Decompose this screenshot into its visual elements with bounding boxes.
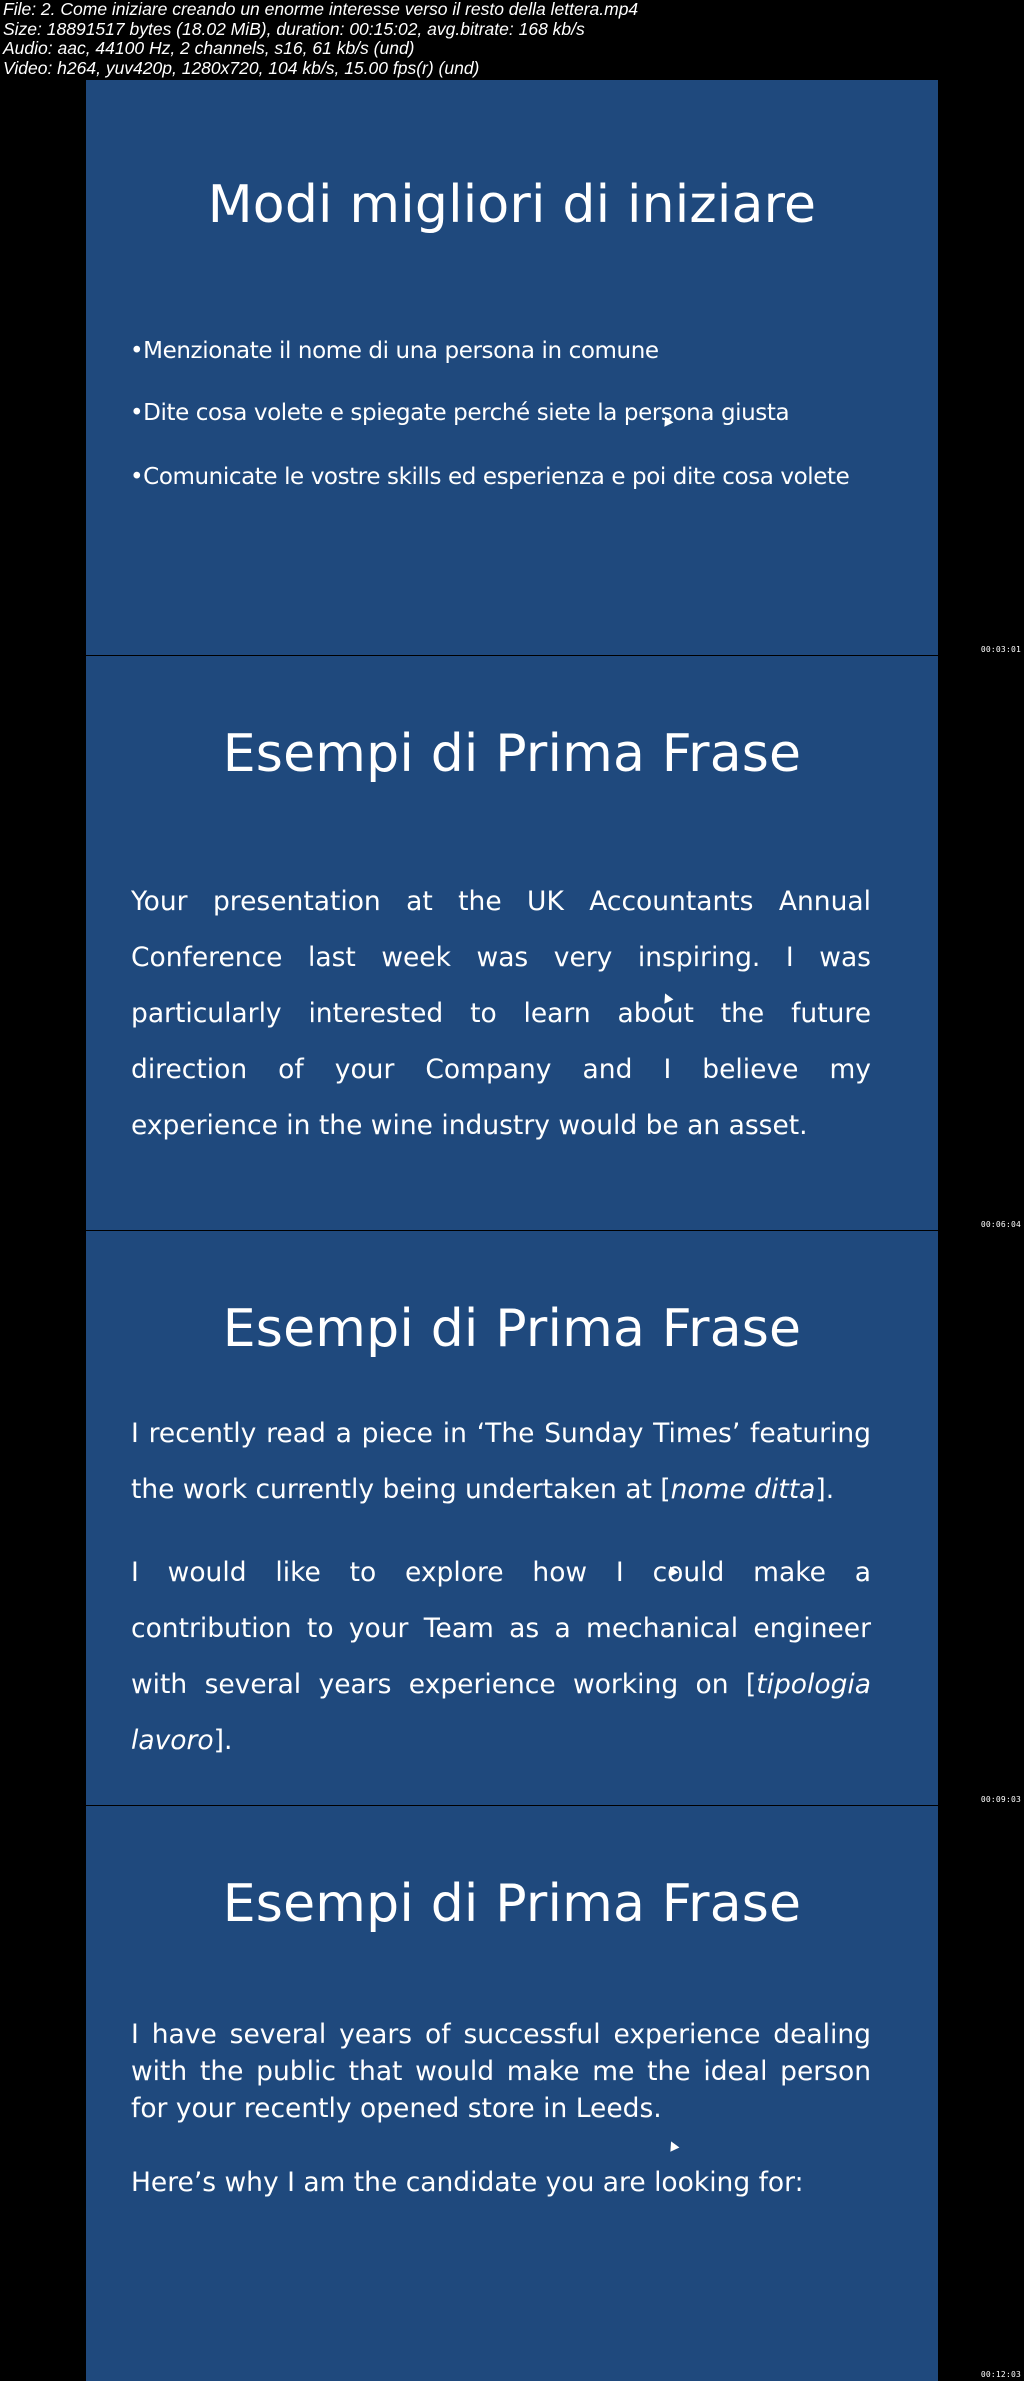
slide-title: Esempi di Prima Frase <box>222 1299 802 1359</box>
slide-title: Esempi di Prima Frase <box>222 1874 802 1934</box>
slide-body <box>131 2016 871 2201</box>
text-line: I would like to explore how I could make a <box>131 1557 871 1588</box>
timestamp: 00:03:01 <box>980 645 1021 654</box>
text-line: particularly interested to learn about the future <box>131 998 871 1029</box>
bullet-item: •Comunicate le vostre skills ed esperienza e poi dite cosa volete <box>130 464 850 490</box>
slide-title: Esempi di Prima Frase <box>222 724 802 784</box>
text-line: I have several years of successful experience dealing <box>131 2019 871 2050</box>
closing-line: Here’s why I am the candidate you are looking for: <box>131 2167 804 2198</box>
text-line: the work currently being undertaken at [nome ditta]. <box>131 1474 835 1505</box>
timestamp: 00:06:04 <box>980 1220 1021 1229</box>
placeholder-text: tipologia <box>756 1669 871 1700</box>
slide-title: Modi migliori di iniziare <box>207 175 817 235</box>
text-line: lavoro]. <box>131 1725 233 1756</box>
slide-body <box>131 1406 871 1769</box>
text-line: direction of your Company and I believe my <box>131 1054 871 1085</box>
file-info-line: Size: 18891517 bytes (18.02 MiB), duration: 00:15:02, avg.bitrate: 168 kb/s <box>3 18 585 39</box>
timestamp: 00:12:03 <box>980 2370 1021 2379</box>
text-line: Your presentation at the UK Accountants Annual <box>131 886 871 917</box>
text-line: contribution to your Team as a mechanical engineer <box>131 1613 871 1644</box>
file-info-line: File: 2. Come iniziare creando un enorme interesse verso il resto della lettera.mp4 <box>3 0 639 19</box>
text-line: Conference last week was very inspiring. I was <box>131 942 871 973</box>
file-info-line: Video: h264, yuv420p, 1280x720, 104 kb/s, 15.00 fps(r) (und) <box>3 57 480 78</box>
bullet-item: •Dite cosa volete e spiegate perché siete la persona giusta <box>130 400 790 426</box>
slide-body <box>131 874 871 1154</box>
text-line: I recently read a piece in ‘The Sunday Times’ featuring <box>131 1418 871 1449</box>
slide-thumbnail-4 <box>86 1806 938 2381</box>
file-info-header <box>3 0 1021 78</box>
placeholder-text: lavoro <box>131 1725 214 1756</box>
slide-thumbnail-3 <box>86 1231 938 1805</box>
bullet-item: •Menzionate il nome di una persona in comune <box>130 338 659 364</box>
bullet-list <box>130 338 908 490</box>
timestamp: 00:09:03 <box>980 1795 1021 1804</box>
text-line: experience in the wine industry would be an asset. <box>131 1110 808 1141</box>
text-line: for your recently opened store in Leeds. <box>131 2093 662 2124</box>
file-info-line: Audio: aac, 44100 Hz, 2 channels, s16, 61 kb/s (und) <box>3 38 415 58</box>
slide-thumbnail-1 <box>86 80 938 655</box>
text-line: with the public that would make me the ideal person <box>131 2056 871 2087</box>
text-line: with several years experience working on [tipologia <box>131 1669 871 1700</box>
slide-thumbnail-2 <box>86 656 938 1230</box>
placeholder-text: nome ditta <box>670 1474 816 1505</box>
